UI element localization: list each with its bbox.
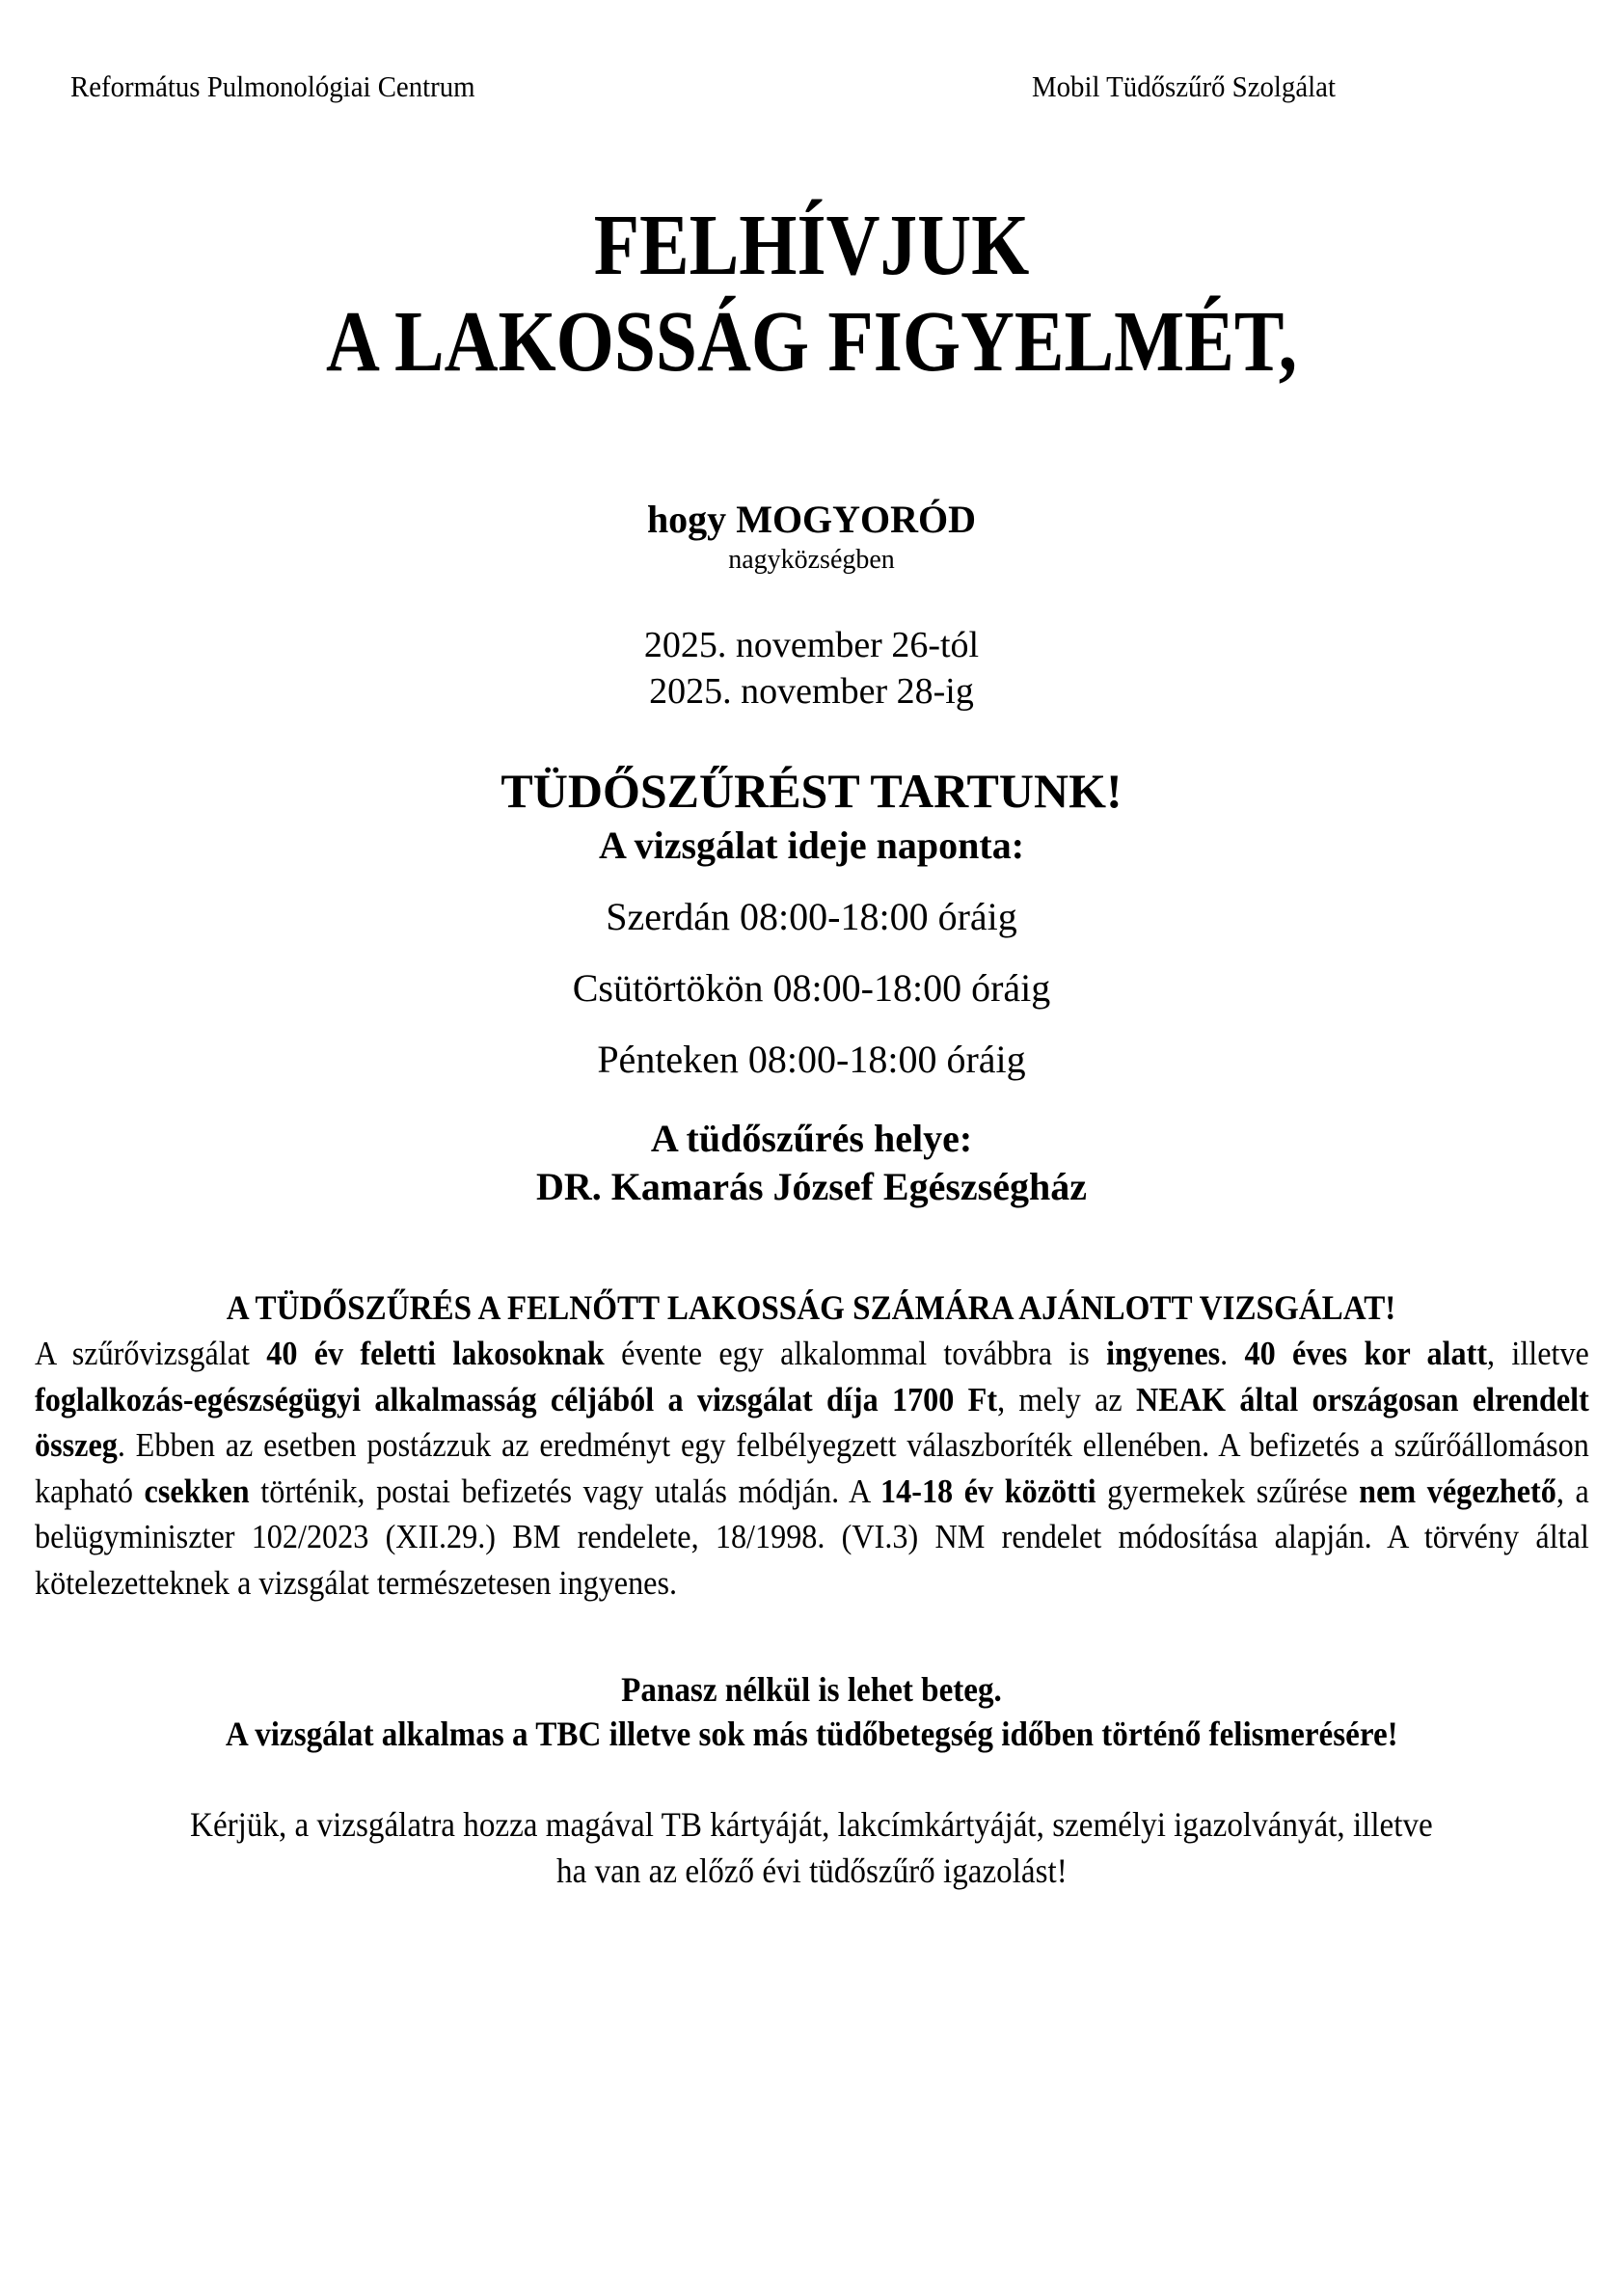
body-text: . <box>1220 1335 1245 1372</box>
body-text: évente egy alkalommal továbbra is <box>604 1335 1107 1372</box>
emphasized-text: 40 év feletti lakosoknak <box>266 1335 605 1372</box>
emphasized-text: ingyenes <box>1106 1335 1221 1372</box>
schedule-row: Csütörtökön 08:00-18:00 óráig <box>572 966 1051 1010</box>
location-line <box>0 497 1623 543</box>
slogan-line-1: Panasz nélkül is lehet beteg. <box>621 1670 1002 1709</box>
request-line-2: ha van az előző évi tüdőszűrő igazolást! <box>555 1851 1068 1890</box>
emphasized-text: 14-18 év közötti <box>880 1472 1096 1510</box>
info-paragraph-text <box>35 1331 1589 1606</box>
info-heading: A TÜDŐSZŰRÉS A FELNŐTT LAKOSSÁG SZÁMÁRA AJÁNLOTT VIZSGÁLAT! <box>227 1288 1396 1327</box>
date-from: 2025. november 26-tól <box>643 625 980 665</box>
body-text: történik, postai befizetés vagy utalás módján. A <box>249 1472 881 1510</box>
location-prefix: hogy <box>646 498 737 541</box>
venue-name: DR. Kamarás József Egészségház <box>536 1165 1087 1208</box>
emphasized-text: foglalkozás-egészségügyi alkalmasság céljából a vizsgálat díja 1700 Ft <box>35 1380 998 1418</box>
organization-name: Református Pulmonológiai Centrum <box>70 69 475 103</box>
emphasized-text: nem végezhető <box>1359 1472 1556 1510</box>
venue-heading: A tüdőszűrés helye: <box>650 1117 973 1160</box>
announcement-heading: TÜDŐSZŰRÉST TARTUNK! <box>500 764 1123 818</box>
emphasized-text: NEAK által országosan elrendelt összeg <box>35 1380 1589 1464</box>
date-to: 2025. november 28-ig <box>649 671 974 712</box>
body-text: gyermekek szűrése <box>1096 1472 1360 1510</box>
schedule-row: Szerdán 08:00-18:00 óráig <box>606 895 1017 938</box>
schedule-heading: A vizsgálat ideje naponta: <box>598 824 1025 867</box>
body-text: . Ebben az esetben postázzuk az eredményt egy felbélyegzett válaszboríték ellenében. A befizetés a szűrőállomáson kapható <box>35 1426 1589 1510</box>
body-text: , a belügyminiszter 102/2023 (XII.29.) BM rendelete, 18/1998. (VI.3) NM rendelet módosítása alapján. A törvény által kötelezetteknek a vizsgálat természetesen ingyenes. <box>35 1472 1589 1602</box>
letterhead <box>0 69 1623 108</box>
body-text: , mely az <box>997 1380 1137 1418</box>
request-line-1: Kérjük, a vizsgálatra hozza magával TB kártyáját, lakcímkártyáját, személyi igazolványát, illetve <box>190 1805 1433 1844</box>
body-text: , illetve <box>1487 1335 1589 1372</box>
page-title-line-1: FELHÍVJUK <box>593 198 1030 293</box>
page-title-line-2: A LAKOSSÁG FIGYELMÉT, <box>325 294 1298 390</box>
service-name: Mobil Tüdőszűrő Szolgálat <box>1032 69 1336 103</box>
town-name: MOGYORÓD <box>736 498 977 541</box>
slogan-line-2: A vizsgálat alkalmas a TBC illetve sok más tüdőbetegség időben történő felismerésére! <box>225 1715 1398 1753</box>
body-text: A szűrővizsgálat <box>35 1335 267 1372</box>
emphasized-text: csekken <box>144 1472 250 1510</box>
town-type: nagyközségben <box>728 545 895 575</box>
emphasized-text: 40 éves kor alatt <box>1244 1335 1488 1372</box>
schedule-row: Pénteken 08:00-18:00 óráig <box>597 1038 1026 1081</box>
info-paragraph <box>35 1331 1589 1606</box>
